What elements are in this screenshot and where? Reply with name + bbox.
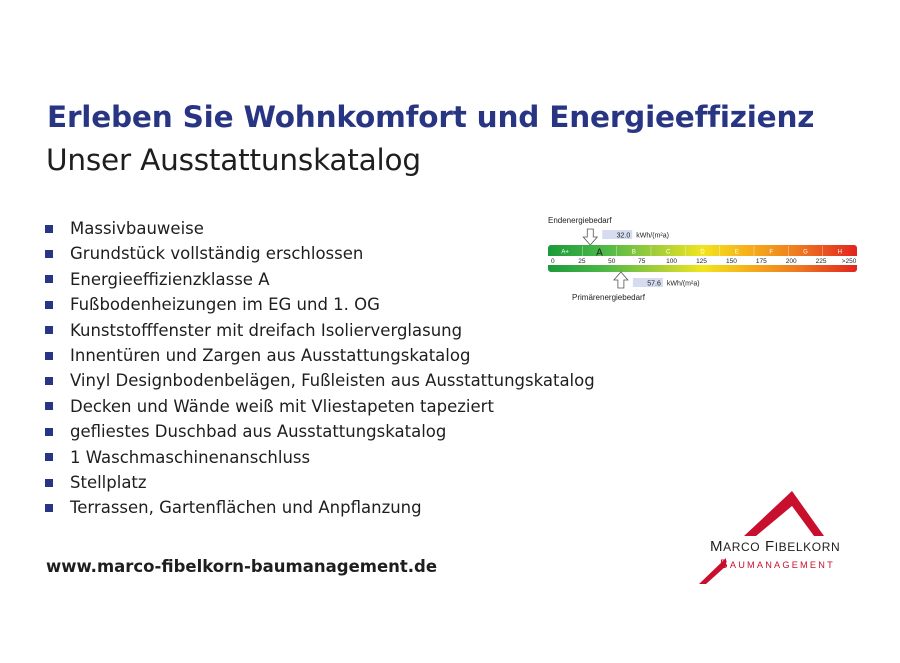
page-title: Erleben Sie Wohnkomfort und Energieeffizienz xyxy=(47,100,815,134)
energy-tick-label: 150 xyxy=(725,258,737,266)
feature-item: Fußbodenheizungen im EG und 1. OG xyxy=(44,292,595,317)
energy-class-label: H xyxy=(837,249,843,256)
bullet-square-icon xyxy=(45,326,53,334)
logo-company-name: MARCO FIBELKORN xyxy=(710,538,841,555)
feature-item: gefliestes Duschbad aus Ausstattungskatalog xyxy=(44,419,595,444)
energy-tick-label: 100 xyxy=(666,258,678,266)
feature-item: Stellplatz xyxy=(44,470,595,495)
energy-tick-label: 75 xyxy=(638,258,646,266)
bullet-square-icon xyxy=(45,402,53,410)
primary-energy-value: 57.6 xyxy=(647,280,661,288)
feature-item: Decken und Wände weiß mit Vliestapeten tapeziert xyxy=(44,394,595,419)
primary-energy-unit: kWh/(m²a) xyxy=(666,280,700,288)
bullet-square-icon xyxy=(45,504,53,512)
feature-item: Grundstück vollständig erschlossen xyxy=(44,241,595,266)
energy-tick-label: 50 xyxy=(608,258,616,266)
energy-tick-label: 25 xyxy=(578,258,586,266)
energy-tick-label: 0 xyxy=(551,258,555,266)
bullet-square-icon xyxy=(45,428,53,436)
end-energy-marker xyxy=(583,229,669,245)
bullet-square-icon xyxy=(45,275,53,283)
energy-tick-label: >250 xyxy=(841,258,857,266)
bullet-square-icon xyxy=(45,479,53,487)
feature-item: Vinyl Designbodenbelägen, Fußleisten aus Ausstattungskatalog xyxy=(44,368,595,393)
end-energy-value: 32.0 xyxy=(616,232,631,240)
energy-efficiency-scale xyxy=(545,210,865,310)
down-arrow-icon xyxy=(583,229,597,245)
bullet-square-icon xyxy=(45,352,53,360)
feature-item: Innentüren und Zargen aus Ausstattungskatalog xyxy=(44,343,595,368)
energy-tick-label: 225 xyxy=(815,258,827,266)
energy-class-label: B xyxy=(631,249,636,256)
energy-class-label: C xyxy=(665,249,671,256)
feature-item: Massivbauweise xyxy=(44,216,595,241)
energy-class-label: A xyxy=(596,247,603,259)
bullet-square-icon xyxy=(45,301,53,309)
primary-energy-label: Primärenergiebedarf xyxy=(572,293,645,302)
feature-list xyxy=(44,216,595,521)
bullet-square-icon xyxy=(45,377,53,385)
feature-item: Energieeffizienzklasse A xyxy=(44,267,595,292)
bullet-square-icon xyxy=(45,250,53,258)
end-energy-unit: kWh/(m²a) xyxy=(636,232,669,240)
energy-class-label: A+ xyxy=(561,249,569,256)
logo-company-subtitle: BAUMANAGEMENT xyxy=(720,559,835,571)
up-arrow-icon xyxy=(614,272,628,288)
energy-tick-label: 175 xyxy=(755,258,767,266)
bullet-square-icon xyxy=(45,453,53,461)
primary-energy-marker xyxy=(614,272,700,288)
energy-class-label: E xyxy=(734,249,739,256)
end-energy-label: Endenergiebedarf xyxy=(548,216,612,225)
energy-tick-label: 125 xyxy=(696,258,707,266)
feature-item: Terrassen, Gartenflächen und Anpflanzung xyxy=(44,495,595,520)
energy-class-label: G xyxy=(803,249,808,256)
feature-item: 1 Waschmaschinenanschluss xyxy=(44,445,595,470)
energy-tick-label: 200 xyxy=(785,258,797,266)
bullet-square-icon xyxy=(45,225,53,233)
energy-class-label: D xyxy=(700,249,705,256)
website-url: www.marco-fibelkorn-baumanagement.de xyxy=(46,557,438,576)
feature-item: Kunststofffenster mit dreifach Isolierverglasung xyxy=(44,318,595,343)
page-subtitle: Unser Ausstattunskatalog xyxy=(46,143,421,177)
energy-class-label: F xyxy=(769,249,774,256)
